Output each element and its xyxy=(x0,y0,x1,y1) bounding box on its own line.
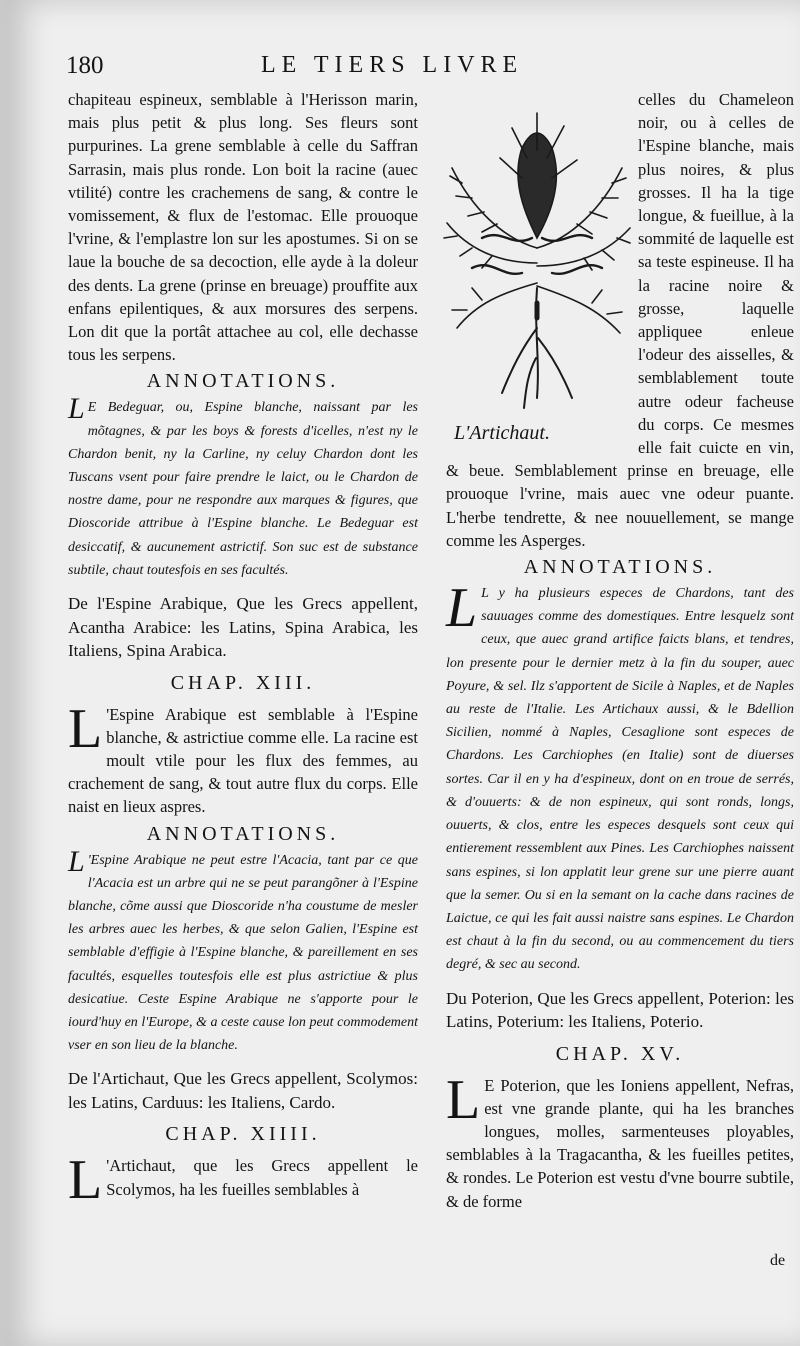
left-column xyxy=(68,88,418,1212)
catchword: de xyxy=(770,1252,786,1269)
drop-cap: L xyxy=(68,392,85,426)
drop-cap: L xyxy=(446,577,478,640)
paragraph-text: E Poterion, que les Ioniens appellent, Nefras, est vne grande plante, qui ha les branches longues, molles, sarmenteuses ployables, semblables à la Tragacantha, & les fueilles petites, & rondes. Le Poterion est vestu d'vne bourre subtile, & de forme xyxy=(446,1075,794,1211)
drop-cap: L xyxy=(68,844,85,878)
annotations-heading: ANNOTATIONS. xyxy=(146,822,340,845)
paragraph-text: 'Espine Arabique est semblable à l'Espine blanche, & astrictiue comme elle. La racine est moult vtile pour les flux des femmes, au crachement de sang, & tout autre flux du corps. Elle naist en lieux aspres. xyxy=(68,704,418,817)
paragraph-poterion xyxy=(446,1068,794,1213)
chapter-heading-xv: CHAP. XV. xyxy=(555,1042,685,1065)
drop-cap: L xyxy=(68,697,103,760)
paragraph-artichaut xyxy=(68,1149,418,1212)
chapter-heading-xiii: CHAP. XIII. xyxy=(170,671,316,694)
illustration-caption: L'Artichaut. xyxy=(454,422,550,444)
annotation-text: 'Espine Arabique ne peut estre l'Acacia, tant par ce que l'Acacia est un arbre qui ne se peut parangõner à l'Espine blanche, cõme aussi que Dioscoride n'ha coustume de mesler les arbres auec les herbes, & que selon Galien, l'Espine est semblable d'effigie à l'Espine blanche, & pareillement en ses facultés, esquelles toutesfois elle est plus astrictiue & plus desicatiue. Ceste Espine Arabique ne s'apporte pour le iourd'huy en l'Europe, & a ceste cause lon peut commodement vser en son lieu de la blanche. xyxy=(68,852,418,1054)
chapter-heading-xiiii: CHAP. XIIII. xyxy=(165,1123,321,1146)
section-title-artichaut: De l'Artichaut, Que les Grecs appellent, Scolymos: les Latins, Carduus: les Italiens, Cardo. xyxy=(68,1069,418,1112)
drop-cap: L xyxy=(446,1068,481,1131)
paragraph-text: 'Artichaut, que les Grecs appellent le Scolymos, ha les fueilles semblables à xyxy=(106,1156,418,1199)
right-column xyxy=(446,88,794,1213)
annotations-heading: ANNOTATIONS. xyxy=(523,556,717,579)
book-page xyxy=(6,0,800,1346)
annotation-espine-arabique xyxy=(68,844,418,1058)
annotations-heading: ANNOTATIONS. xyxy=(146,370,340,393)
page-number: 180 xyxy=(66,52,104,79)
drop-cap: L xyxy=(68,1149,103,1212)
annotation-text: E Bedeguar, ou, Espine blanche, naissant par les mõtagnes, & par les boys & forests d'icelles, n'est ny le Chardon benit, ny la Carline, ny celuy Chardon dont les Tuscans vsent pour faire prendre le laict, ou le Chardon de nostre dame, pour ne respondre aux marques & figures, que Dioscoride attribue à l'Espine blanche. Le Bedeguar est desiccatif, & aucunement astrictif. Son suc est de substance subtile, chaut toutesfois en ses facultés. xyxy=(68,400,418,578)
artichoke-woodcut-icon xyxy=(442,88,632,418)
paragraph-artichaut-continued: celles du Chameleon noir, ou à celles de l'Espine blanche, mais plus noires, & plus grosses. Il ha la tige longue, & fueillue, à la sommité de laquelle est sa teste espineuse. Il ha la racine noire & grosse, laquelle appliquee enleue l'odeur des aisselles, & semblablement toute autre odeur facheuse du corps. Ce mesmes elle fait cuicte en vin, & beue. Semblablement prinse en breuage, elle prouoque l'vrine, mais auec vne odeur puante. L'herbe tendrette, & nee nouuellement, se mange comme les Asperges. xyxy=(446,90,794,550)
annotation-text: L y ha plusieurs especes de Chardons, tant des sauuages comme des domestiques. Entre lesquelz sont ceux, que auec grand artifice faicts blans, et tendres, lon presente pour le dernier metz à la fin du souper, auec Poyure, & sel. Ilz s'apportent de Sicile à Naples, et de Naples au reste de l'Italie. Les Artichaux aussi, & le Bdellion Sicilien, nommé à Naples, Cesaglione sont especes de Chardons. Les Carchiophes (en Italie) sont de diuerses sortes. Car il en y ha d'espineux, dont on en troue de serrés, & d'ouuerts: & de non espineux, qui sont ronds, longs, ouuerts, & clos, entre les especes desquels sont ceux qui entierement ressemblent aux Pines. Les Carchiophes naissent sans espines, si lon applatit leur grene sur une pierre auant que la semer. Ou si en la semant on la cache dans racines de Laictue, ce qui les fait aussi naistre sans espines. Le Chardon est chaut à la fin du second, ou au commencement du tiers degré, & sec au second. xyxy=(446,586,794,973)
section-title-espine-arabique: De l'Espine Arabique, Que les Grecs appellent, Acantha Arabice: les Latins, Spina Arabica, les Italiens, Spina Arabica. xyxy=(68,594,418,661)
artichoke-illustration xyxy=(442,88,632,444)
paragraph-espine-arabique xyxy=(68,697,418,819)
running-title: LE TIERS LIVRE xyxy=(261,52,524,78)
section-title-poterion: Du Poterion, Que les Grecs appellent, Poterion: les Latins, Poterium: les Italiens, Poterio. xyxy=(446,988,794,1032)
annotation-chardons xyxy=(446,577,794,976)
annotation-bedeguar xyxy=(68,392,418,582)
paragraph-bedeguar-description: chapiteau espineux, semblable à l'Herisson marin, mais plus petit & plus long. Ses fleurs sont purpurines. La grene semblable à celle du Saffran Sarrasin, mais plus ronde. Lon boit la racine (auec vtilité) contre les crachemens de sang, & contre le vomissement, & flux de l'estomac. Elle prouoque l'vrine, & l'emplastre lon sur les apostumes. Si on se laue la bouche de sa decoction, elle ayde à la doleur des dents. La grene (prinse en breuage) prouffite aux enfans epilentiques, & aux morsures des serpens. Lon dit que la portât attachee au col, elle dechasse tous les serpens. xyxy=(68,90,418,365)
page-header xyxy=(66,52,786,82)
